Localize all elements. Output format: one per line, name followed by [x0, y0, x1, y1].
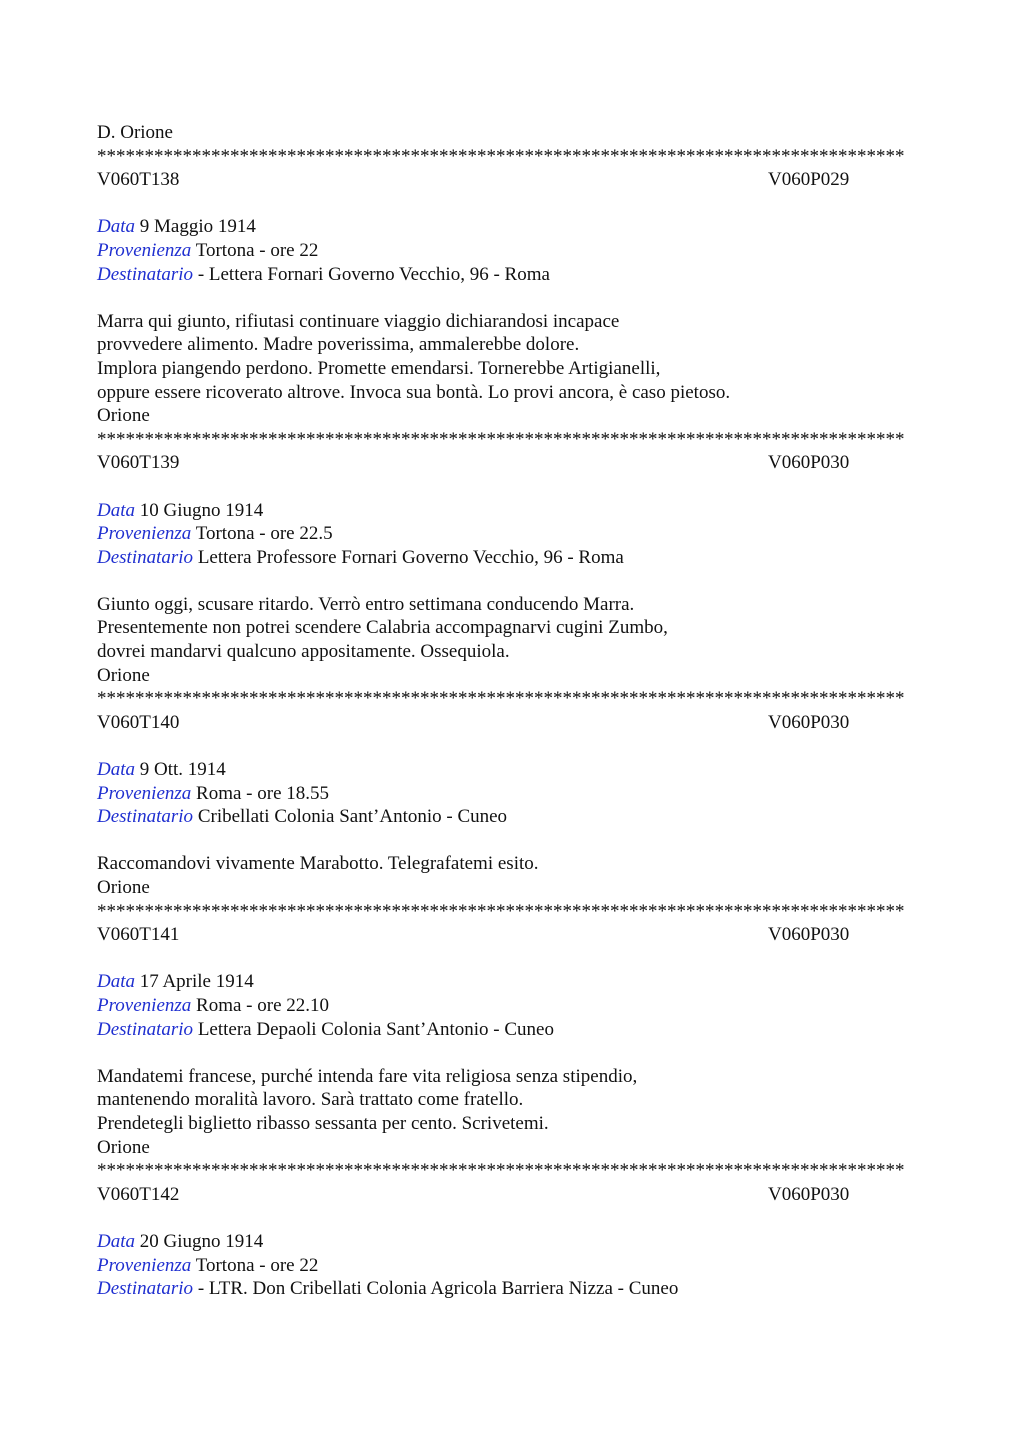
entry-code-left: V060T140 — [97, 711, 180, 733]
body-line: Mandatemi francese, purché intenda fare vita religiosa senza stipendio, — [97, 1065, 638, 1087]
separator: ************************************************************************************* — [97, 1160, 905, 1182]
destinatario-value: - Lettera Fornari Governo Vecchio, 96 - Roma — [197, 263, 550, 285]
destinatario-label: Destinatario — [97, 546, 194, 568]
separator: ************************************************************************************* — [97, 900, 905, 922]
entry-code-right: V060P030 — [768, 711, 850, 733]
entry-code-right: V060P030 — [768, 924, 850, 946]
provenienza-value: Tortona - ore 22 — [195, 1254, 319, 1276]
entry-data — [97, 215, 927, 239]
entry-destinatario — [97, 546, 927, 570]
separator: ************************************************************************************* — [97, 145, 905, 167]
destinatario-value: Lettera Depaoli Colonia Sant’Antonio - Cuneo — [197, 1018, 554, 1040]
destinatario-value: Lettera Professore Fornari Governo Vecchio, 96 - Roma — [197, 546, 624, 568]
entry-provenienza — [97, 994, 927, 1018]
body-line: Implora piangendo perdono. Promette emendarsi. Tornerebbe Artigianelli, — [97, 357, 661, 379]
data-value: 20 Giugno 1914 — [139, 1230, 264, 1252]
destinatario-label: Destinatario — [97, 1018, 194, 1040]
destinatario-label: Destinatario — [97, 1278, 194, 1300]
destinatario-value: Cribellati Colonia Sant’Antonio - Cuneo — [197, 806, 508, 828]
separator: ************************************************************************************* — [97, 688, 905, 710]
entry-provenienza — [97, 1254, 927, 1278]
provenienza-label: Provenienza — [97, 239, 192, 261]
entry-destinatario — [97, 1277, 927, 1301]
data-value: 9 Ott. 1914 — [139, 759, 226, 781]
provenienza-value: Roma - ore 18.55 — [196, 782, 330, 804]
provenienza-label: Provenienza — [97, 1254, 192, 1276]
body-line: oppure essere ricoverato altrove. Invoca sua bontà. Lo provi ancora, è caso pietoso. — [97, 381, 731, 403]
body-line: Marra qui giunto, rifiutasi continuare viaggio dichiarandosi incapace — [97, 310, 620, 332]
entry-code-right: V060P030 — [768, 1183, 850, 1205]
entry-destinatario — [97, 263, 927, 287]
body-line: mantenendo moralità lavoro. Sarà trattato come fratello. — [97, 1089, 524, 1111]
signature: Orione — [97, 877, 150, 898]
entry-codes — [97, 923, 927, 947]
provenienza-value: Tortona - ore 22.5 — [195, 523, 333, 545]
entry-codes — [97, 1183, 927, 1207]
body-line: Prendetegli biglietto ribasso sessanta per cento. Scrivetemi. — [97, 1112, 549, 1134]
entry-data — [97, 970, 927, 994]
data-label: Data — [97, 971, 135, 993]
entry-codes — [97, 711, 927, 735]
entry-code-right: V060P029 — [768, 169, 850, 191]
provenienza-label: Provenienza — [97, 523, 192, 545]
entry-destinatario — [97, 805, 927, 829]
entry-codes — [97, 451, 927, 475]
entry-code-left: V060T142 — [97, 1183, 180, 1205]
data-label: Data — [97, 759, 135, 781]
entry-codes — [97, 168, 927, 192]
signature: Orione — [97, 405, 150, 427]
data-value: 10 Giugno 1914 — [139, 499, 264, 521]
document-page — [97, 121, 927, 1301]
separator: ************************************************************************************* — [97, 428, 905, 450]
entry-provenienza — [97, 522, 927, 546]
data-label: Data — [97, 216, 135, 238]
data-label: Data — [97, 1230, 135, 1252]
data-label: Data — [97, 499, 135, 521]
entry-code-left: V060T138 — [97, 169, 180, 191]
entry-data — [97, 1230, 927, 1254]
destinatario-label: Destinatario — [97, 263, 194, 285]
body-line: provvedere alimento. Madre poverissima, ammalerebbe dolore. — [97, 334, 580, 356]
body-line: Presentemente non potrei scendere Calabria accompagnarvi cugini Zumbo, — [97, 617, 668, 639]
signature: Orione — [97, 1136, 150, 1158]
body-line: Giunto oggi, scusare ritardo. Verrò entro settimana conducendo Marra. — [97, 593, 635, 615]
data-value: 17 Aprile 1914 — [139, 971, 254, 993]
data-value: 9 Maggio 1914 — [139, 216, 256, 238]
destinatario-value: - LTR. Don Cribellati Colonia Agricola Barriera Nizza - Cuneo — [197, 1278, 679, 1300]
destinatario-label: Destinatario — [97, 806, 194, 828]
entry-data — [97, 499, 927, 523]
entry-provenienza — [97, 782, 927, 806]
entry-data — [97, 758, 927, 782]
body-line: dovrei mandarvi qualcuno appositamente. Ossequiola. — [97, 641, 510, 663]
provenienza-label: Provenienza — [97, 994, 192, 1016]
body-line: Raccomandovi vivamente Marabotto. Telegrafatemi esito. — [97, 853, 539, 875]
provenienza-value: Roma - ore 22.10 — [196, 994, 330, 1016]
entry-code-right: V060P030 — [768, 452, 850, 474]
entry-code-left: V060T139 — [97, 452, 180, 474]
entry-provenienza — [97, 239, 927, 263]
provenienza-label: Provenienza — [97, 782, 192, 804]
header-author: D. Orione — [97, 122, 173, 143]
entry-destinatario — [97, 1018, 927, 1042]
entry-code-left: V060T141 — [97, 924, 180, 946]
signature: Orione — [97, 664, 150, 686]
provenienza-value: Tortona - ore 22 — [195, 239, 319, 261]
